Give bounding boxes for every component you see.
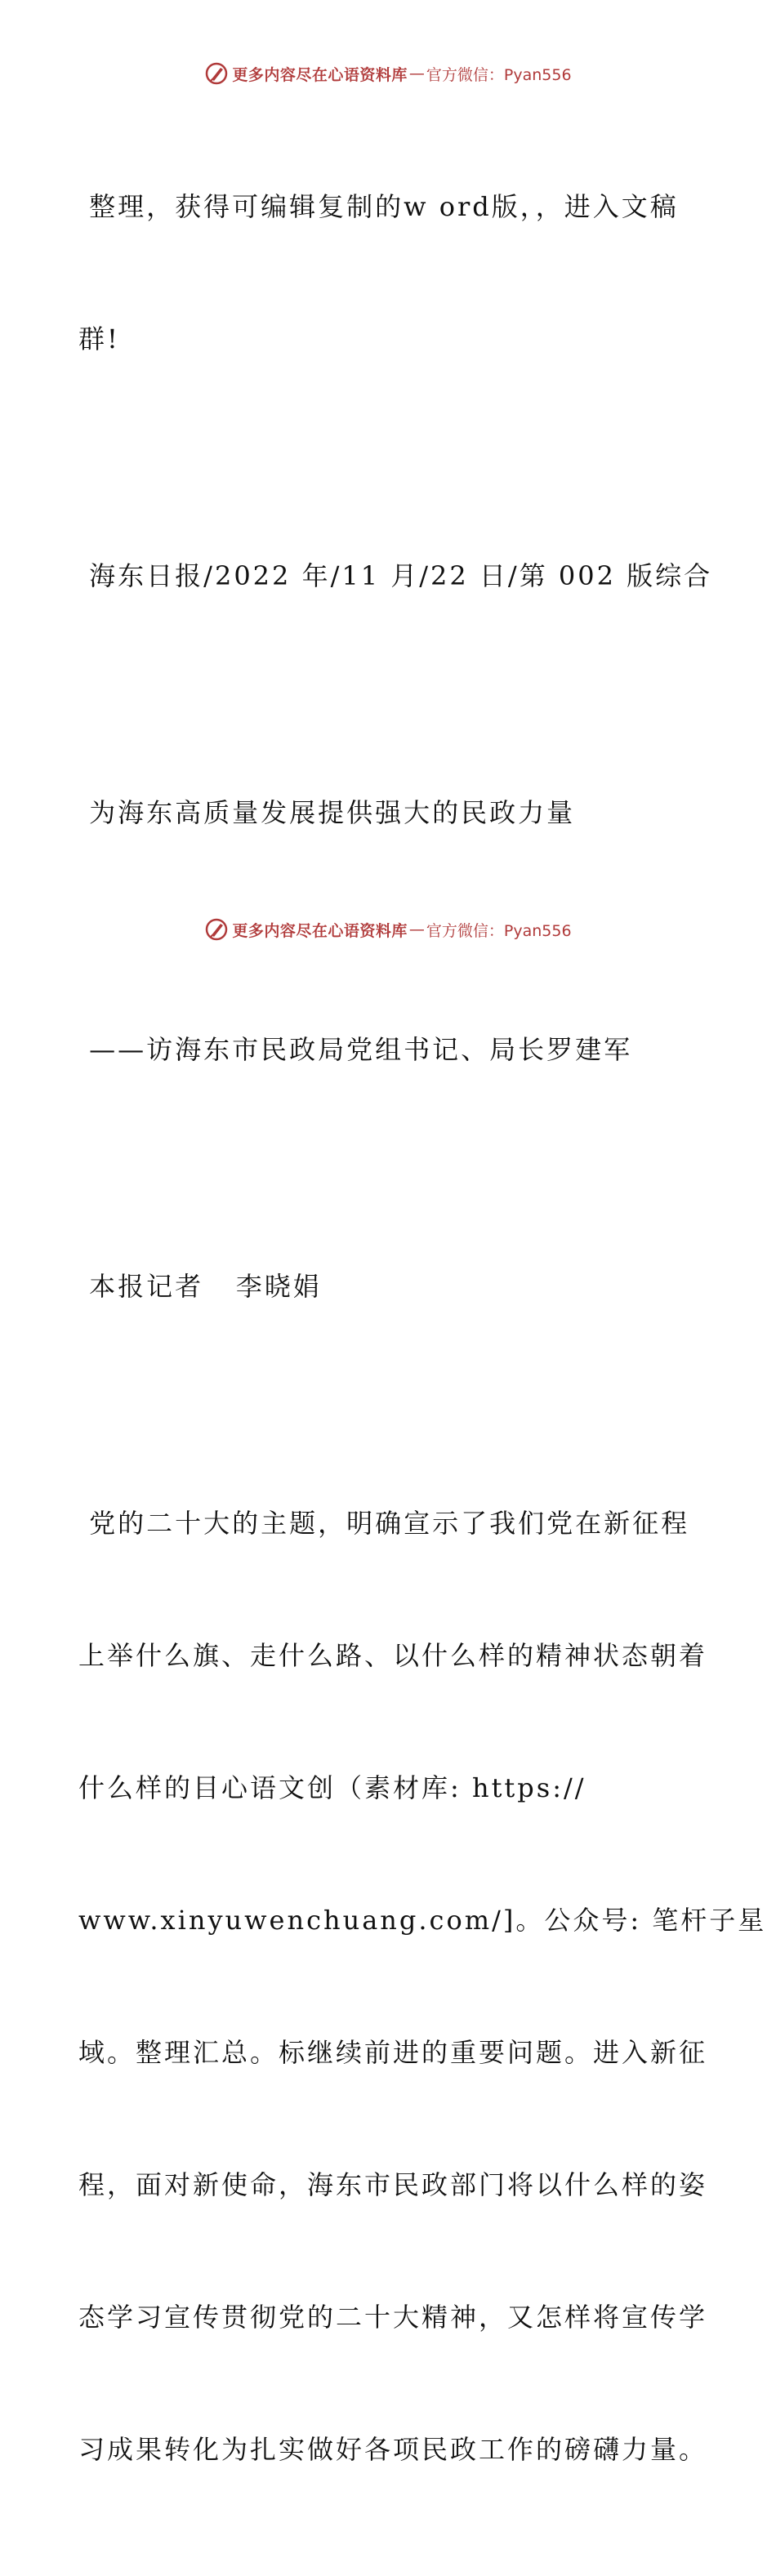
- text-line: 群!: [78, 323, 120, 354]
- text-line: 什么样的目心语文创（素材库: https://: [78, 1772, 586, 1803]
- watermark-dash: —: [408, 65, 425, 82]
- text-line: 整理，获得可编辑复制的w ord版，，进入文稿: [78, 191, 679, 222]
- text-line: www.xinyuwenchuang.com/]。公众号: 笔杆子星: [78, 1905, 767, 1936]
- intro-paragraph: [78, 96, 699, 449]
- text-line: ——访海东市民政局党组书记、局长罗建军: [78, 1034, 633, 1065]
- text-line: 域。整理汇总。标继续前进的重要问题。进入新征: [78, 2037, 708, 2068]
- text-line: 程，面对新使命，海东市民政部门将以什么样的姿: [78, 2169, 708, 2200]
- watermark-wechat-text: 官方微信：Pyan556: [426, 921, 572, 940]
- article-subtitle: [78, 939, 699, 1160]
- header-watermark: [0, 57, 776, 90]
- byline: [78, 1176, 699, 1397]
- watermark-wechat-text: 官方微信：Pyan556: [426, 65, 572, 84]
- watermark-dash: —: [408, 920, 425, 938]
- footer-watermark: [0, 913, 776, 946]
- text-line: 态学习宣传贯彻党的二十大精神，又怎样将宣传学: [78, 2302, 708, 2333]
- article-title: [78, 702, 699, 923]
- text-line: 本报记者 李晓娟: [78, 1271, 322, 1302]
- text-line: 习成果转化为扎实做好各项民政工作的磅礴力量。: [78, 2434, 708, 2465]
- text-line: 为海东高质量发展提供强大的民政力量: [78, 797, 576, 828]
- quill-logo-icon: [204, 61, 229, 86]
- quill-logo-icon: [204, 917, 229, 942]
- text-line: 上举什么旗、走什么路、以什么样的精神状态朝着: [78, 1640, 708, 1671]
- source-line: [78, 466, 713, 686]
- watermark-main-text: 更多内容尽在心语资料库: [232, 921, 408, 940]
- body-paragraph: [78, 1413, 767, 2560]
- document-body: [78, 96, 767, 2576]
- watermark-main-text: 更多内容尽在心语资料库: [232, 65, 408, 84]
- text-line: 海东日报/2022 年/11 月/22 日/第 002 版综合: [78, 560, 713, 591]
- text-line: 党的二十大的主题，明确宣示了我们党在新征程: [78, 1508, 690, 1539]
